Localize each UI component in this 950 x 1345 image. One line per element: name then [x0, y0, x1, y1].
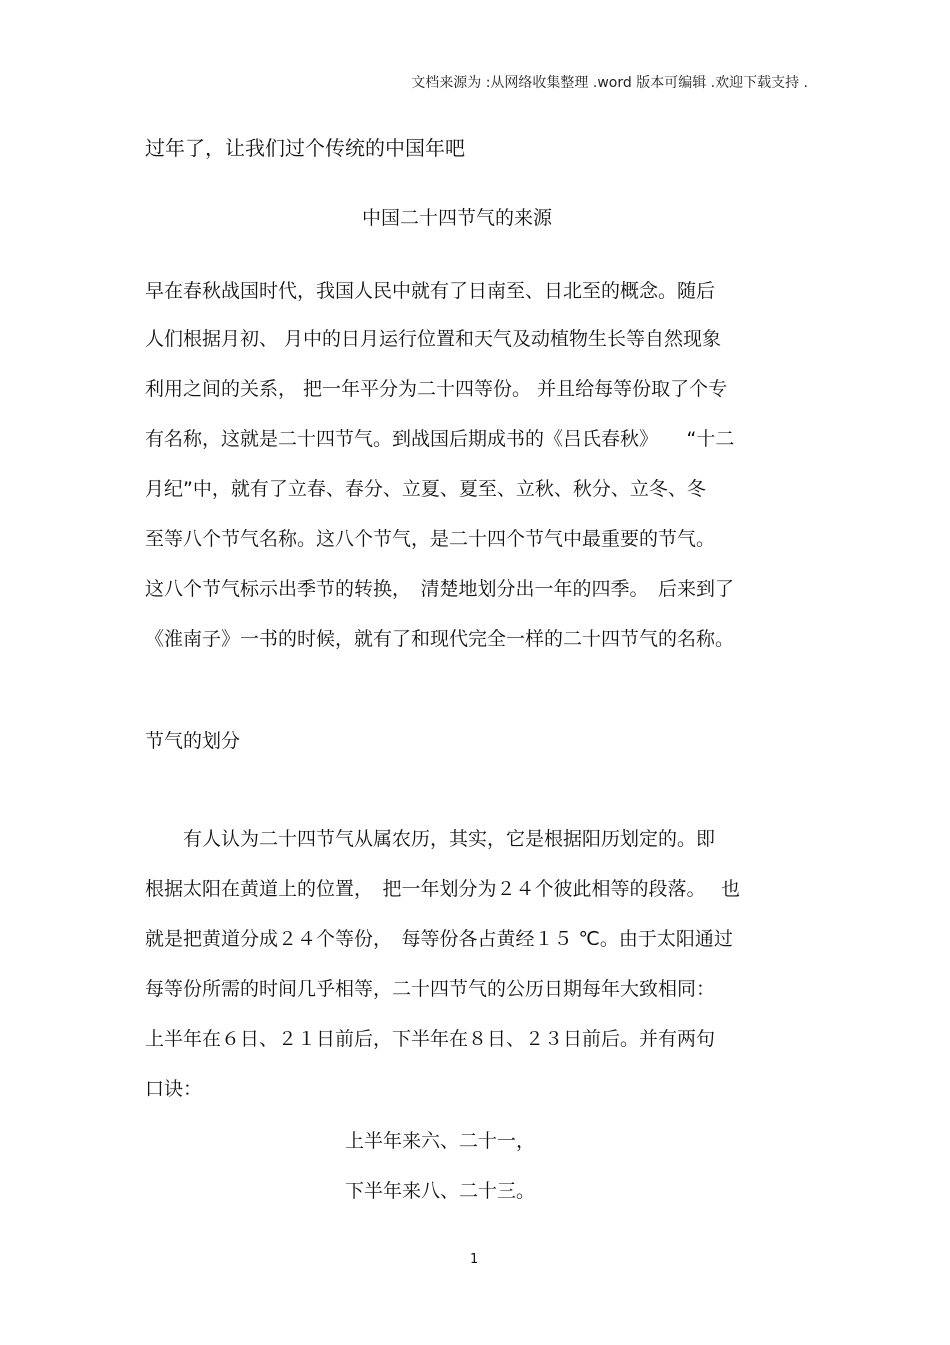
- paragraph-line: 根据太阳在黄道上的位置， 把一年划分为２４个彼此相等的段落。 也: [145, 878, 741, 900]
- paragraph-line: 至等八个节气名称。这八个节气，是二十四个节气中最重要的节气。: [145, 528, 716, 550]
- paragraph-line: 口诀：: [145, 1078, 203, 1100]
- paragraph-line: 《淮南子》一书的时候，就有了和现代完全一样的二十四节气的名称。: [145, 628, 735, 650]
- paragraph-line: 上半年在６日、２１日前后，下半年在８日、２３日前后。并有两句: [145, 1028, 716, 1050]
- paragraph-line: 早在春秋战国时代，我国人民中就有了日南至、日北至的概念。随后: [145, 280, 716, 302]
- paragraph-line: 人们根据月初、 月中的日月运行位置和天气及动植物生长等自然现象: [145, 328, 722, 350]
- paragraph-line: 有名称，这就是二十四节气。到战国后期成书的《吕氏春秋》 “十二: [145, 428, 735, 450]
- paragraph-line: 这八个节气标示出季节的转换， 清楚地划分出一年的四季。 后来到了: [145, 578, 735, 600]
- paragraph-line: 利用之间的关系， 把一年平分为二十四等份。 并且给每等份取了个专: [145, 378, 728, 400]
- verse-line: 上半年来六、二十一，: [345, 1130, 536, 1152]
- paragraph-line: 有人认为二十四节气从属农历，其实，它是根据阳历划定的。即: [145, 828, 716, 850]
- page-header: 文档来源为 :从网络收集整理 .word 版本可编辑 .欢迎下载支持 .: [411, 75, 808, 91]
- section-heading: 节气的划分: [145, 730, 241, 752]
- section-title: 中国二十四节气的来源: [362, 207, 553, 229]
- page-number: 1: [470, 1252, 479, 1267]
- paragraph-line: 月纪”中，就有了立春、春分、立夏、夏至、立秋、秋分、立冬、冬: [145, 478, 706, 500]
- verse-line: 下半年来八、二十三。: [345, 1180, 536, 1202]
- paragraph-line: 每等份所需的时间几乎相等，二十四节气的公历日期每年大致相同：: [145, 978, 716, 1000]
- document-title: 过年了，让我们过个传统的中国年吧: [145, 136, 465, 160]
- paragraph-line: 就是把黄道分成２４个等份， 每等份各占黄经１５ ℃。由于太阳通过: [145, 928, 733, 950]
